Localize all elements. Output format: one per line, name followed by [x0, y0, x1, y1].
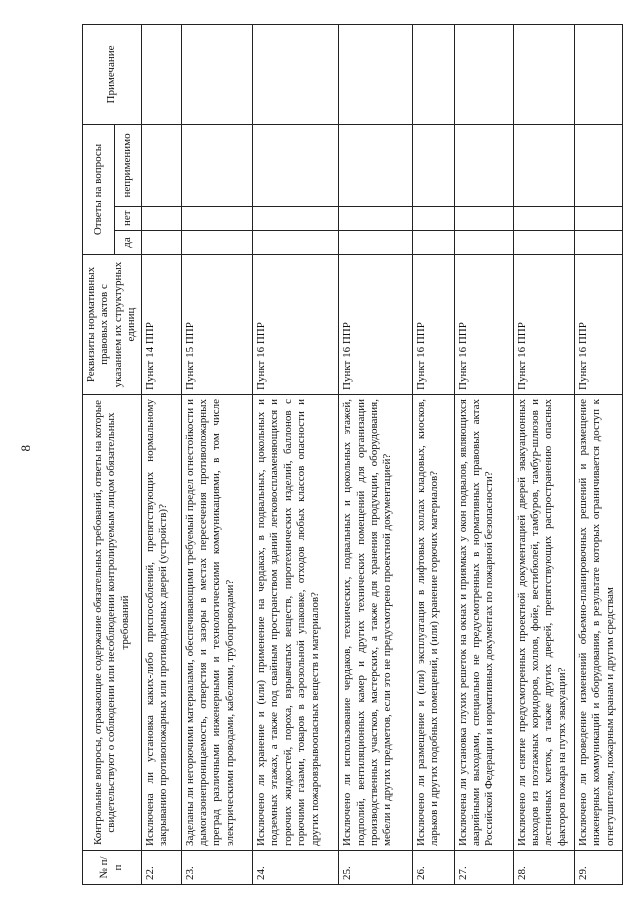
page-number: 8	[18, 445, 33, 452]
note-cell[interactable]	[252, 24, 338, 124]
note-cell[interactable]	[412, 24, 454, 124]
row-num: 23.	[181, 851, 252, 885]
row-ref: Пункт 16 ППР	[252, 255, 338, 395]
row-num: 29.	[575, 851, 623, 885]
table-row	[412, 24, 454, 884]
row-question: Исключена ли установка глухих решеток на окнах и приямках у окон подвалов, являющихся аварийными выходами, специально не предусмотренных в нормативных правовых актах Российской Федерации и нормативных документах по пожарной безопасности?	[454, 395, 513, 851]
table-row	[575, 24, 623, 884]
row-ref: Пункт 16 ППР	[339, 255, 413, 395]
row-num: 22.	[141, 851, 181, 885]
answer-no-cell[interactable]	[412, 207, 454, 231]
note-cell[interactable]	[181, 24, 252, 124]
row-num: 24.	[252, 851, 338, 885]
answer-na-cell[interactable]	[412, 124, 454, 206]
answer-na-cell[interactable]	[252, 124, 338, 206]
note-cell[interactable]	[454, 24, 513, 124]
answer-na-cell[interactable]	[339, 124, 413, 206]
table-row	[339, 24, 413, 884]
header-answers: Ответы на вопросы	[83, 124, 115, 254]
row-ref: Пункт 16 ППР	[412, 255, 454, 395]
row-num: 27.	[454, 851, 513, 885]
row-ref: Пункт 15 ППР	[181, 255, 252, 395]
header-question: Контрольные вопросы, отражающие содержание обязательных требований, ответы на которые свидетельствуют о соблюдении или несоблюдении контролируемым лицом обязательных требований	[83, 395, 142, 851]
row-num: 26.	[412, 851, 454, 885]
row-ref: Пункт 16 ППР	[575, 255, 623, 395]
answer-yes-cell[interactable]	[181, 231, 252, 255]
answer-no-cell[interactable]	[454, 207, 513, 231]
answer-yes-cell[interactable]	[141, 231, 181, 255]
answer-no-cell[interactable]	[141, 207, 181, 231]
answer-yes-cell[interactable]	[513, 231, 575, 255]
answer-yes-cell[interactable]	[339, 231, 413, 255]
answer-yes-cell[interactable]	[252, 231, 338, 255]
answer-na-cell[interactable]	[575, 124, 623, 206]
table-row	[513, 24, 575, 884]
header-na: неприменимо	[114, 124, 141, 206]
row-ref: Пункт 16 ППР	[454, 255, 513, 395]
answer-no-cell[interactable]	[339, 207, 413, 231]
row-num: 25.	[339, 851, 413, 885]
answer-na-cell[interactable]	[513, 124, 575, 206]
answer-na-cell[interactable]	[141, 124, 181, 206]
header-no: нет	[114, 207, 141, 231]
note-cell[interactable]	[575, 24, 623, 124]
header-note: Примечание	[83, 24, 142, 124]
header-yes: да	[114, 231, 141, 255]
row-ref: Пункт 16 ППР	[513, 255, 575, 395]
row-question: Исключена ли установка каких-либо приспособлений, препятствующих нормальному закрыванию противопожарных или противодымных дверей (устройств)?	[141, 395, 181, 851]
row-question: Заделаны ли негорючими материалами, обеспечивающими требуемый предел огнестойкости и дымогазонепроницаемость, отверстия и зазоры в местах пересечения противопожарных преград различными инженерными и технологическими коммуникациями, в том числе электрическими проводами, кабелями, трубопроводами?	[181, 395, 252, 851]
row-num: 28.	[513, 851, 575, 885]
note-cell[interactable]	[513, 24, 575, 124]
row-question: Исключено ли размещение и (или) эксплуатация в лифтовых холлах кладовых, киосков, ларьков и других подобных помещений, и (или) хранение горючих материалов?	[412, 395, 454, 851]
table-row	[252, 24, 338, 884]
answer-na-cell[interactable]	[181, 124, 252, 206]
table-row	[454, 24, 513, 884]
row-question: Исключено ли снятие предусмотренных проектной документацией дверей эвакуационных выходов из поэтажных коридоров, холлов, фойе, вестибюлей, тамбуров, тамбур-шлюзов и лестничных клеток, а также других дверей, препятствующих распространению опасных факторов пожара на путях эвакуации?	[513, 395, 575, 851]
answer-na-cell[interactable]	[454, 124, 513, 206]
note-cell[interactable]	[339, 24, 413, 124]
header-requisites: Реквизиты нормативных правовых актов с указанием их структурных единиц	[83, 255, 142, 395]
answer-no-cell[interactable]	[252, 207, 338, 231]
header-num: № п/п	[83, 851, 142, 885]
row-question: Исключено ли проведение изменений объемно-планировочных решений и размещение инженерных коммуникаций и оборудования, в результате которых ограничивается доступ к огнетушителям, пожарным кранам и другим средствам	[575, 395, 623, 851]
row-ref: Пункт 14 ППР	[141, 255, 181, 395]
answer-yes-cell[interactable]	[454, 231, 513, 255]
note-cell[interactable]	[141, 24, 181, 124]
answer-no-cell[interactable]	[181, 207, 252, 231]
row-question: Исключено ли использование чердаков, технических, подвальных и цокольных этажей, подполий, вентиляционных камер и других технических помещений для организации производственных участков, мастерских, а также для хранения продукции, оборудования, мебели и других предметов, если это не предусмотрено проектной документацией?	[339, 395, 413, 851]
answer-yes-cell[interactable]	[412, 231, 454, 255]
row-question: Исключено ли хранение и (или) применение на чердаках, в подвальных, цокольных и подземных этажах, а также под свайным пространством зданий легковоспламеняющихся и горючих жидкостей, пороха, взрывчатых веществ, пиротехнических изделий, баллонов с горючими газами, товаров в аэрозольной упаковке, отходов любых классов опасности и других пожаровзрывоопасных веществ и материалов?	[252, 395, 338, 851]
rotated-table-wrapper	[82, 25, 616, 885]
table-row	[141, 24, 181, 884]
answer-yes-cell[interactable]	[575, 231, 623, 255]
answer-no-cell[interactable]	[575, 207, 623, 231]
checklist-table	[82, 24, 623, 885]
answer-no-cell[interactable]	[513, 207, 575, 231]
table-row	[181, 24, 252, 884]
